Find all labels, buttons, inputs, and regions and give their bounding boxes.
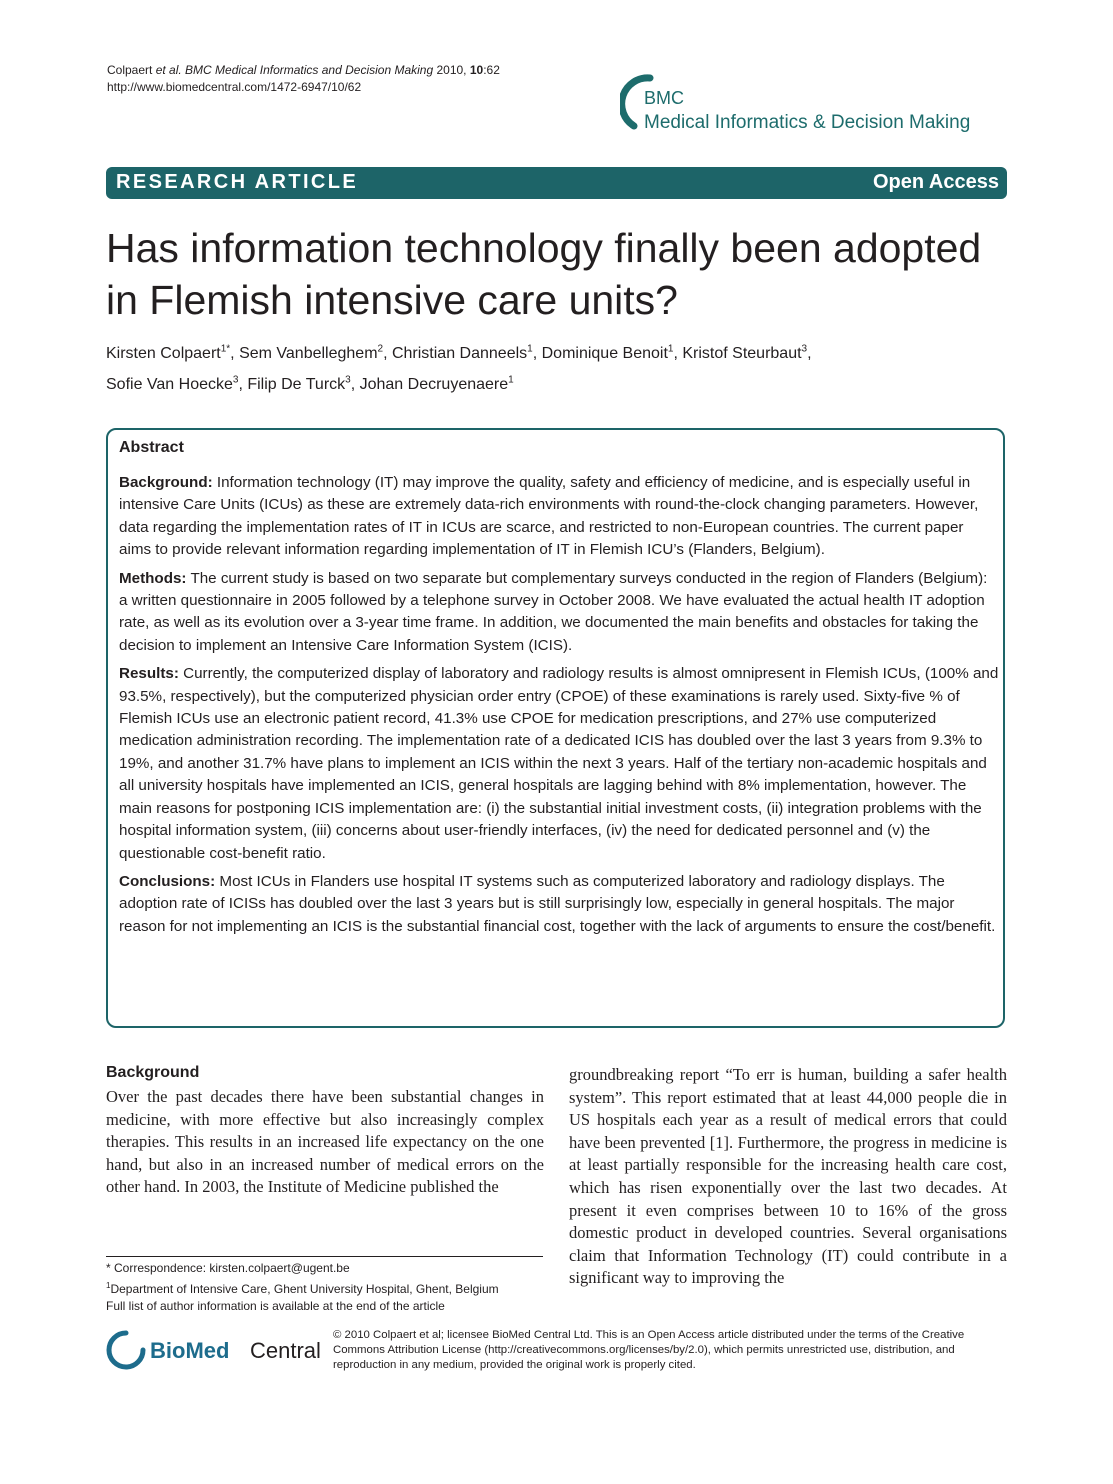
abstract-background: Background: Information technology (IT) may improve the quality, safety and efficiency of medicine, and is especially useful in intensive Care Units (ICUs) as these are extremely data-rich environments with round-the-clock changing parameters. However, data regarding the implementation rates of IT in ICUs are scarce, and restricted to non-European countries. The current paper aims to provide relevant information regarding implementation of IT in Flemish ICU’s (Flanders, Belgium).	[119, 474, 979, 559]
citation-header	[107, 62, 500, 96]
author: Sem Vanbelleghem$^2$,	[239, 344, 392, 363]
correspondence-note: * Correspondence: kirsten.colpaert@ugent.be	[106, 1261, 350, 1275]
footnote-divider	[106, 1256, 543, 1257]
author: Dominique Benoit$^1$,	[541, 344, 683, 363]
body-left-column: Over the past decades there have been substantial changes in medicine, with more effective but also increasingly complex therapies. This results in an increased life expectancy on the one hand, but also in an increased number of medical errors on the other hand. In 2003, the Institute of Medicine published the	[106, 1087, 544, 1197]
citation-volume: 10	[469, 63, 484, 77]
citation-journal: BMC Medical Informatics and Decision Making	[181, 63, 434, 77]
author: Johan Decruyenaere$^1$	[359, 374, 514, 393]
author: Kirsten Colpaert$^{1*}$,	[106, 344, 240, 363]
abstract-conclusions: Conclusions: Most ICUs in Flanders use hospital IT systems such as computerized laboratory and radiology displays. The adoption rate of ICISs has doubled over the last 3 years but is still surprisingly low, especially in general hospitals. The major reason for not implementing an ICIS is the substantial financial cost, together with the lack of arguments to ensure the cost/benefit.	[119, 872, 996, 935]
article-title-line-2: in Flemish intensive care units?	[106, 277, 678, 323]
citation-line	[107, 62, 500, 79]
article-title	[106, 222, 1026, 326]
citation-article: :62	[483, 63, 500, 77]
publisher-logo	[106, 1330, 321, 1370]
affiliation-note: $^1$Department of Intensive Care, Ghent University Hospital, Ghent, Belgium	[106, 1281, 499, 1296]
journal-logo	[620, 70, 1020, 140]
publisher-central: Central	[250, 1338, 321, 1363]
author: Kristof Steurbaut$^3$,	[682, 344, 812, 363]
author-list	[106, 337, 1006, 398]
biomed-central-logo-icon	[106, 1330, 146, 1370]
abstract-box	[106, 428, 1005, 1028]
abstract-results: Results: Currently, the computerized display of laboratory and radiology results is almost omnipresent in Flemish ICUs, (100% and 93.5%, respectively), but the computerized physician order entry (CPOE) of these examinations is rarely used. Sixty-five % of Flemish ICUs use an electronic patient record, 41.3% use CPOE for medication prescriptions, and 27% use computerized medication administration recording. The implementation rate of a dedicated ICIS has doubled over the last 3 years from 9.3% to 19%, and another 31.7% have plans to implement an ICIS within the next 3 years. Half of the tertiary non-academic hospitals and all university hospitals have implemented an ICIS, general hospitals are lagging behind with 8% implementation, however. The main reasons for postponing ICIS implementation are: (i) the substantial initial investment costs, (ii) integration problems with the hospital information system, (iii) concerns about user-friendly interfaces, (iv) the need for dedicated personnel and (v) the questionable cost-benefit ratio.	[119, 665, 999, 862]
author: Sofie Van Hoecke$^3$,	[106, 374, 248, 393]
open-access-label: Open Access	[873, 171, 999, 193]
citation-year: 2010,	[433, 63, 470, 77]
body-right-column: groundbreaking report “To err is human, building a safer health system”. This report estimated that at least 44,000 people die in US hospitals each year as a result of medical errors that could have been prevented [1]. Furthermore, the progress in medicine is at least partially responsible for the increasing health care cost, which has risen exponentially over the last two decades. At present it even comprises between 10 to 16% of the gross domestic product in developed countries. Several organisations claim that Information Technology (IT) could contribute in a significant way to improving the	[569, 1065, 1007, 1288]
article-title-line-1: Has information technology finally been adopted	[106, 225, 982, 271]
abstract-heading: Abstract	[119, 439, 184, 456]
citation-authors: Colpaert	[107, 63, 156, 77]
journal-logo-bmc: BMC	[644, 88, 684, 108]
footnotes	[106, 1260, 546, 1315]
publisher-biomed: BioMed	[150, 1338, 230, 1363]
abstract-methods: Methods: The current study is based on two separate but complementary surveys conducted in the region of Flanders (Belgium): a written questionnaire in 2005 followed by a telephone survey in October 2008. We have evaluated the actual health IT adoption rate, as well as its evolution over a 3-year time frame. In addition, we documented the main benefits and obstacles for taking the decision to implement an Intensive Care Information System (ICIS).	[119, 569, 988, 654]
abstract-body	[119, 472, 999, 944]
journal-logo-name: Medical Informatics & Decision Making	[644, 112, 971, 133]
author-info-note: Full list of author information is available at the end of the article	[106, 1299, 445, 1313]
citation-etal: et al.	[155, 63, 182, 77]
license-text: © 2010 Colpaert et al; licensee BioMed Central Ltd. This is an Open Access article distributed under the terms of the Creative Commons Attribution License (http://creativecommons.org/licenses/by/2.0), which permits unrestricted use, distribution, and reproduction in any medium, provided the original work is properly cited.	[333, 1329, 965, 1371]
author: Filip De Turck$^3$,	[247, 374, 360, 393]
background-heading: Background	[106, 1064, 200, 1081]
author: Christian Danneels$^1$,	[391, 344, 542, 363]
article-type-label: RESEARCH ARTICLE	[116, 171, 359, 193]
citation-url[interactable]: http://www.biomedcentral.com/1472-6947/10/62	[107, 80, 362, 94]
article-type-banner	[106, 167, 1007, 199]
